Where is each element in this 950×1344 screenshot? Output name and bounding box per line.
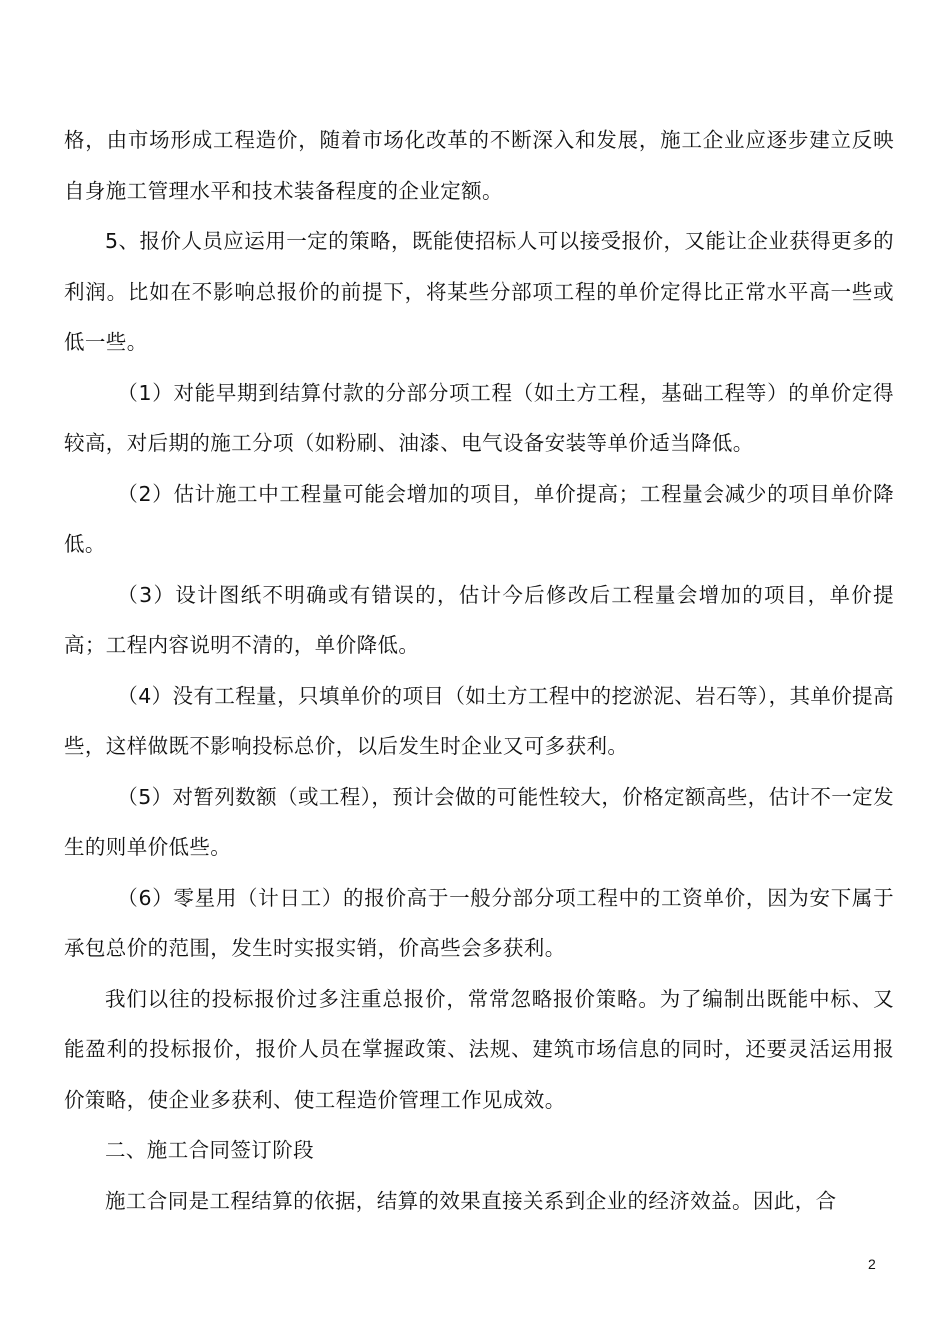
paragraph-summary: 我们以往的投标报价过多注重总报价，常常忽略报价策略。为了编制出既能中标、又能盈利的投标报价，报价人员在掌握政策、法规、建筑市场信息的同时，还要灵活运用报价策略，使企业多获利、使工程造价管理工作见成效。 bbox=[64, 986, 894, 1112]
paragraph-subpoint-5: （5）对暂列数额（或工程），预计会做的可能性较大，价格定额高些，估计不一定发生的则单价低些。 bbox=[64, 784, 894, 859]
paragraph-contract: 施工合同是工程结算的依据，结算的效果直接关系到企业的经济效益。因此，合 bbox=[105, 1188, 837, 1213]
paragraph-subpoint-1: （1）对能早期到结算付款的分部分项工程（如土方工程，基础工程等）的单价定得较高，对后期的施工分项（如粉刷、油漆、电气设备安装等单价适当降低。 bbox=[64, 380, 894, 455]
paragraph-continuation: 格，由市场形成工程造价，随着市场化改革的不断深入和发展，施工企业应逐步建立反映自身施工管理水平和技术装备程度的企业定额。 bbox=[64, 128, 894, 203]
paragraph-subpoint-4: （4）没有工程量，只填单价的项目（如土方工程中的挖淤泥、岩石等），其单价提高些，这样做既不影响投标总价，以后发生时企业又可多获利。 bbox=[64, 683, 894, 758]
section-heading: 二、施工合同签订阶段 bbox=[105, 1138, 314, 1162]
page-number: 2 bbox=[868, 1256, 876, 1272]
paragraph-subpoint-6: （6）零星用（计日工）的报价高于一般分部分项工程中的工资单价，因为安下属于承包总价的范围，发生时实报实销，价高些会多获利。 bbox=[64, 885, 894, 960]
paragraph-point-5: 5、报价人员应运用一定的策略，既能使招标人可以接受报价，又能让企业获得更多的利润。比如在不影响总报价的前提下，将某些分部项工程的单价定得比正常水平高一些或低一些。 bbox=[64, 229, 894, 354]
paragraph-subpoint-3: （3）设计图纸不明确或有错误的，估计今后修改后工程量会增加的项目，单价提高；工程内容说明不清的，单价降低。 bbox=[64, 582, 894, 657]
body-text bbox=[64, 115, 894, 1226]
paragraph-subpoint-2: （2）估计施工中工程量可能会增加的项目，单价提高；工程量会减少的项目单价降低。 bbox=[64, 481, 894, 556]
